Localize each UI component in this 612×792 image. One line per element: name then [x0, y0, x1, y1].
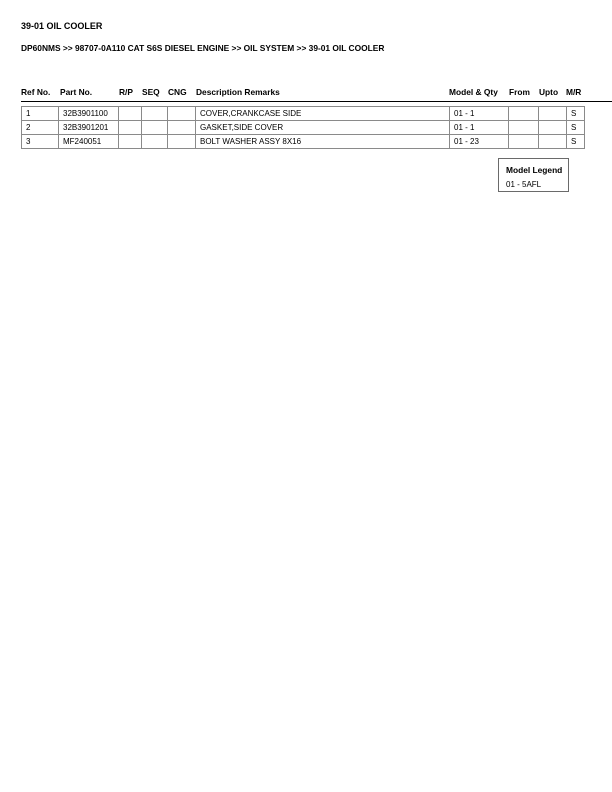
cell-part-no[interactable]: 32B3901201 — [59, 121, 119, 135]
cell-from — [509, 121, 539, 135]
header-part-no: Part No. — [60, 87, 93, 97]
parts-table — [21, 106, 585, 149]
header-cng: CNG — [168, 87, 187, 97]
model-legend — [498, 158, 569, 192]
cell-rp — [119, 121, 142, 135]
header-divider — [21, 101, 612, 102]
header-ref-no: Ref No. — [21, 87, 51, 97]
cell-part-no[interactable]: 32B3901100 — [59, 107, 119, 121]
cell-model-qty: 01 - 23 — [450, 135, 509, 149]
model-legend-title: Model Legend — [506, 165, 563, 175]
cell-upto — [539, 135, 567, 149]
table-row[interactable] — [22, 135, 585, 149]
cell-cng — [168, 135, 196, 149]
page-title: 39-01 OIL COOLER — [21, 21, 103, 31]
header-mr: M/R — [566, 87, 582, 97]
header-description: Description Remarks — [196, 87, 280, 97]
table-header-row — [0, 87, 612, 99]
breadcrumb: DP60NMS >> 98707-0A110 CAT S6S DIESEL ENGINE >> OIL SYSTEM >> 39-01 OIL COOLER — [21, 43, 385, 53]
cell-cng — [168, 107, 196, 121]
cell-rp — [119, 107, 142, 121]
cell-mr: S — [567, 121, 585, 135]
cell-from — [509, 107, 539, 121]
cell-ref-no: 1 — [22, 107, 59, 121]
header-seq: SEQ — [142, 87, 160, 97]
cell-mr: S — [567, 107, 585, 121]
table-row[interactable] — [22, 107, 585, 121]
cell-upto — [539, 121, 567, 135]
cell-upto — [539, 107, 567, 121]
cell-model-qty: 01 - 1 — [450, 107, 509, 121]
model-legend-item: 01 - 5AFL — [506, 180, 542, 189]
cell-model-qty: 01 - 1 — [450, 121, 509, 135]
cell-description: GASKET,SIDE COVER — [196, 121, 450, 135]
cell-description: BOLT WASHER ASSY 8X16 — [196, 135, 450, 149]
cell-ref-no: 3 — [22, 135, 59, 149]
cell-description: COVER,CRANKCASE SIDE — [196, 107, 450, 121]
cell-seq — [142, 107, 168, 121]
header-rp: R/P — [119, 87, 133, 97]
cell-seq — [142, 135, 168, 149]
cell-from — [509, 135, 539, 149]
cell-seq — [142, 121, 168, 135]
cell-rp — [119, 135, 142, 149]
cell-mr: S — [567, 135, 585, 149]
header-from: From — [509, 87, 530, 97]
cell-cng — [168, 121, 196, 135]
header-model-qty: Model & Qty — [449, 87, 498, 97]
cell-ref-no: 2 — [22, 121, 59, 135]
header-upto: Upto — [539, 87, 559, 97]
table-row[interactable] — [22, 121, 585, 135]
cell-part-no[interactable]: MF240051 — [59, 135, 119, 149]
